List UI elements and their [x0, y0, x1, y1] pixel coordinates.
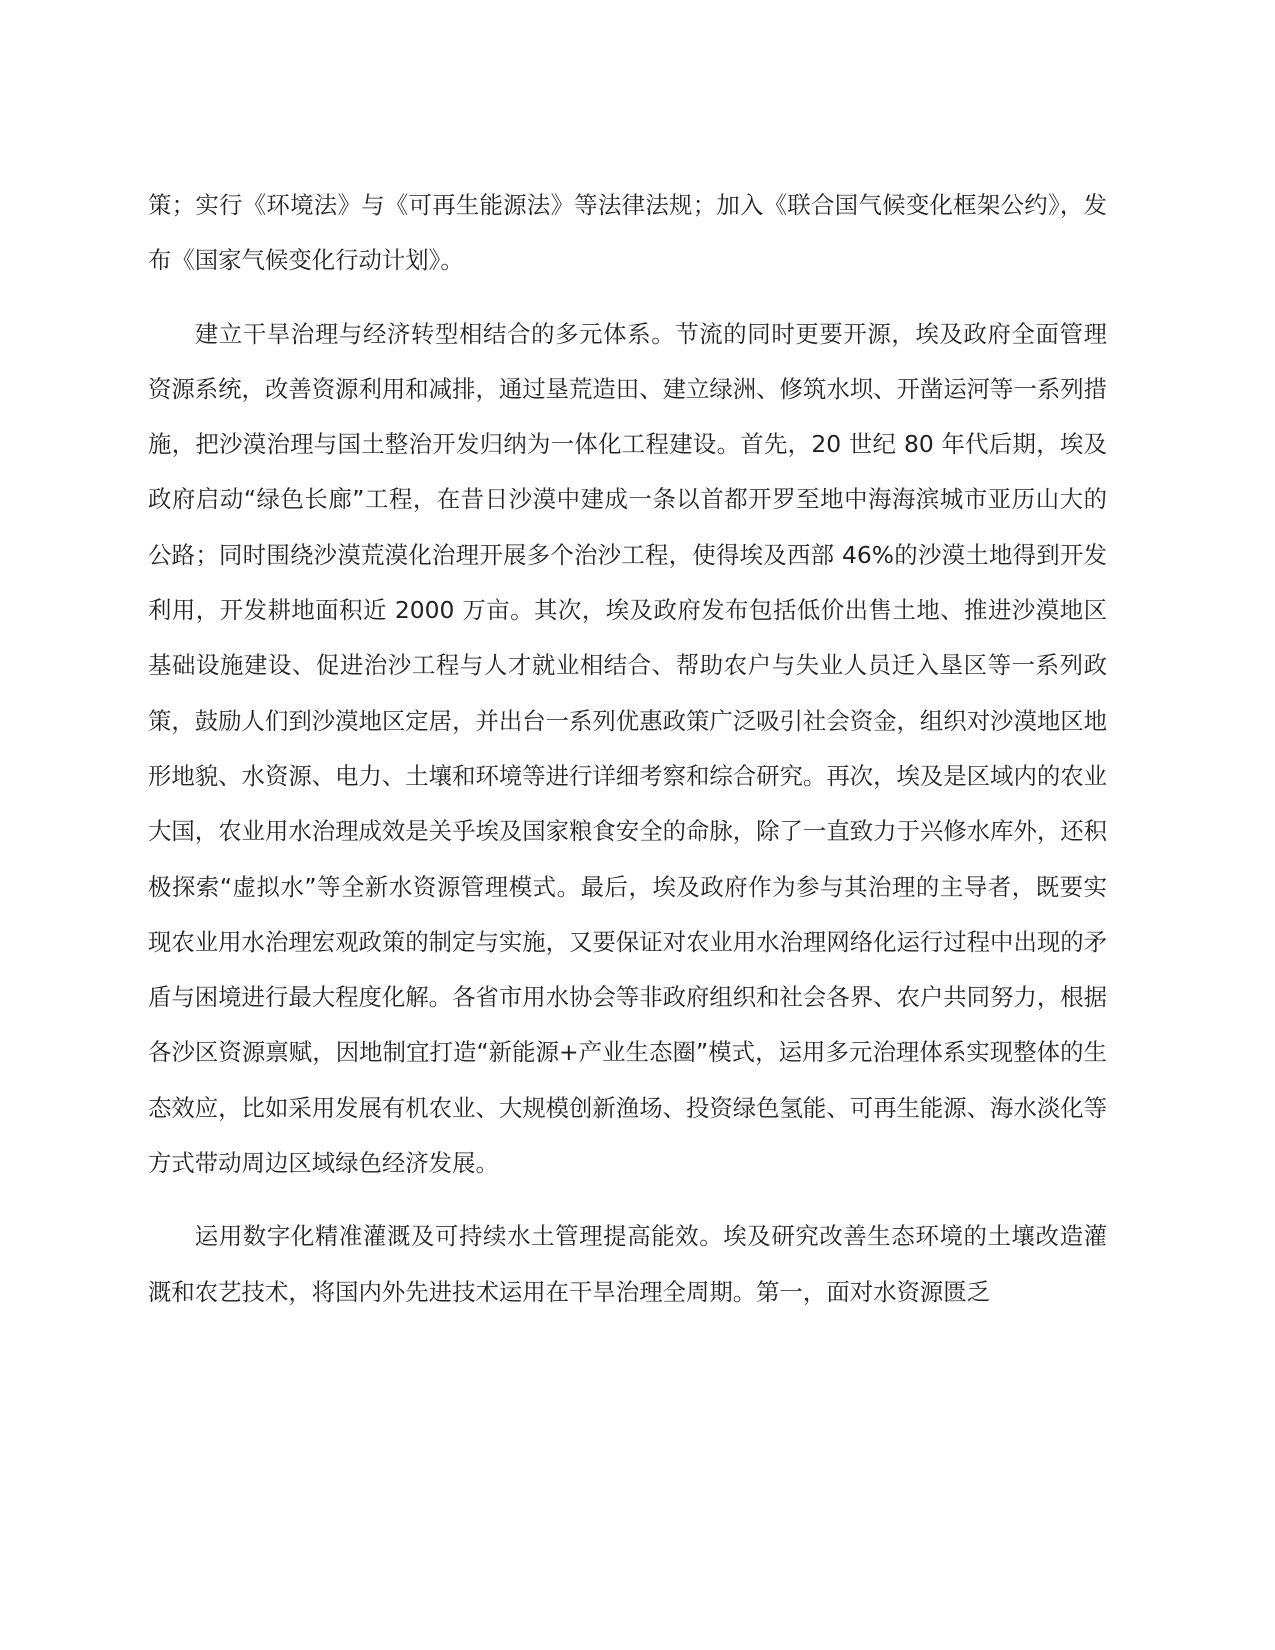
- paragraph-desert-governance: 建立干旱治理与经济转型相结合的多元体系。节流的同时更要开源，埃及政府全面管理资源系统，改善资源利用和减排，通过垦荒造田、建立绿洲、修筑水坝、开凿运河等一系列措施，把沙漠治理与国土整治开发归纳为一体化工程建设。首先，20 世纪 80 年代后期，埃及政府启动“绿色长廊”工程，在昔日沙漠中建成一条以首都开罗至地中海海滨城市亚历山大的公路；同时围绕沙漠荒漠化治理开展多个治沙工程，使得埃及西部 46%的沙漠土地得到开发利用，开发耕地面积近 2000 万亩。其次，埃及政府发布包括低价出售土地、推进沙漠地区基础设施建设、促进治沙工程与人才就业相结合、帮助农户与失业人员迁入垦区等一系列政策，鼓励人们到沙漠地区定居，并出台一系列优惠政策广泛吸引社会资金，组织对沙漠地区地形地貌、水资源、电力、土壤和环境等进行详细考察和综合研究。再次，埃及是区域内的农业大国，农业用水治理成效是关乎埃及国家粮食安全的命脉，除了一直致力于兴修水库外，还积极探索“虚拟水”等全新水资源管理模式。最后，埃及政府作为参与其治理的主导者，既要实现农业用水治理宏观政策的制定与实施，又要保证对农业用水治理网络化运行过程中出现的矛盾与困境进行最大程度化解。各省市用水协会等非政府组织和社会各界、农户共同努力，根据各沙区资源禀赋，因地制宜打造“新能源+产业生态圈”模式，运用多元治理体系实现整体的生态效应，比如采用发展有机农业、大规模创新渔场、投资绿色氢能、可再生能源、海水淡化等方式带动周边区域绿色经济发展。: [148, 319, 1108, 1178]
- paragraph-digital-irrigation: 运用数字化精准灌溉及可持续水土管理提高能效。埃及研究改善生态环境的土壤改造灌溉和农艺技术，将国内外先进技术运用在干旱治理全周期。第一，面对水资源匮乏: [148, 1222, 1107, 1306]
- paragraph-continued: 策；实行《环境法》与《可再生能源法》等法律法规；加入《联合国气候变化框架公约》，发布《国家气候变化行动计划》。: [148, 191, 1107, 275]
- document-body: [148, 178, 1107, 1320]
